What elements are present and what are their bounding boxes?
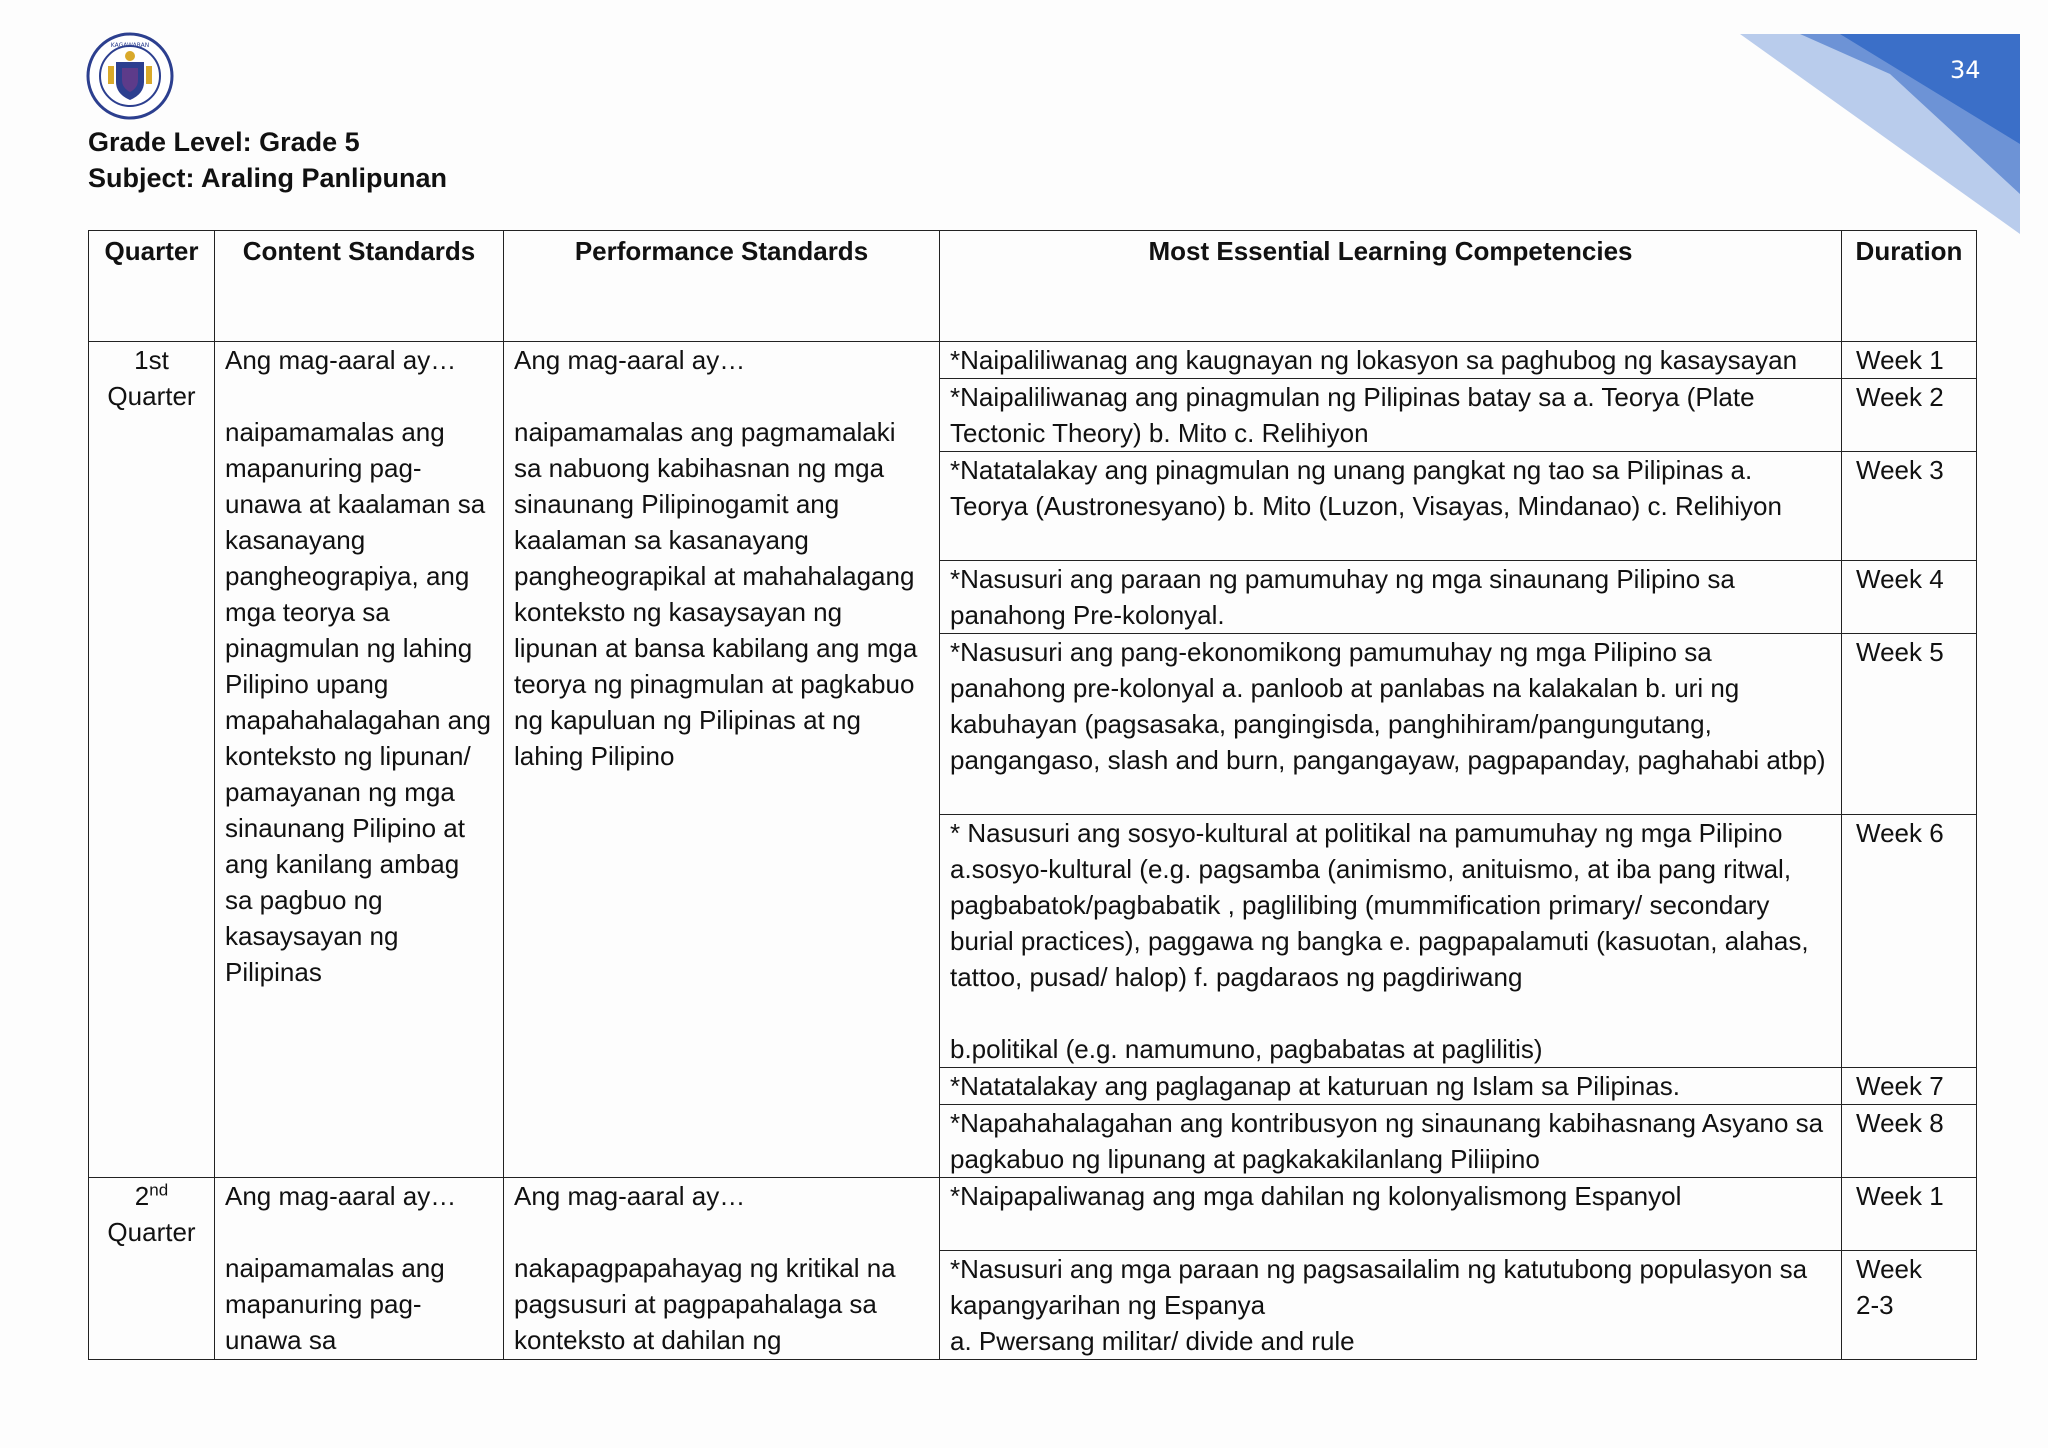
quarter-word: Quarter <box>107 381 196 411</box>
header-competencies: Most Essential Learning Competencies <box>940 231 1842 342</box>
quarter-cell <box>89 1178 215 1360</box>
competency-cell: *Nasusuri ang pang-ekonomikong pamumuhay ng mga Pilipino sa panahong pre-kolonyal a. panloob at panlabas na kalakalan b. uri ng kabuhayan (pagsasaka, pangingisda, panghihiram/pangungutang, pangangaso, slash and burn, pangangayaw, pagpapanday, paghahabi atbp) <box>940 634 1842 815</box>
header-duration: Duration <box>1842 231 1977 342</box>
performance-standard-cell: Ang mag-aaral ay… naipamamalas ang pagmamalaki sa nabuong kabihasnan ng mga sinaunang Pilipinogamit ang kaalaman sa kasanayang pangheograpikal at mahahalagang konteksto ng kasaysayan ng lipunan at bansa kabilang ang mga teorya ng pinagmulan at pagkabuo ng kapuluan ng Pilipinas at ng lahing Pilipino <box>504 342 940 1178</box>
quarter-ordinal-suffix: nd <box>149 1180 169 1200</box>
quarter-cell <box>89 342 215 1178</box>
duration-cell: Week 3 <box>1842 452 1977 561</box>
quarter-ordinal: 1st <box>134 345 169 375</box>
competency-cell: * Nasusuri ang sosyo-kultural at politikal na pamumuhay ng mga Pilipino a.sosyo-kultural (e.g. pagsamba (animismo, anituismo, at iba pang ritwal, pagbabatok/pagbabatik , paglilibing (mummification primary/ secondary burial practices), paggawa ng bangka e. pagpapalamuti (kasuotan, alahas, tattoo, pusad/ halop) f. pagdaraos ng pagdiriwang b.politikal (e.g. namumuno, pagbabatas at paglilitis) <box>940 815 1842 1068</box>
document-header <box>88 124 447 196</box>
content-standard-cell: Ang mag-aaral ay… naipamamalas ang mapanuring pag-unawa sa <box>215 1178 504 1360</box>
table-row <box>89 1178 1977 1251</box>
subject: Subject: Araling Panlipunan <box>88 163 448 193</box>
duration-cell: Week 2 <box>1842 379 1977 452</box>
duration-cell: Week 6 <box>1842 815 1977 1068</box>
header-quarter: Quarter <box>89 231 215 342</box>
duration-cell: Week 8 <box>1842 1105 1977 1178</box>
quarter-word: Quarter <box>107 1217 196 1247</box>
duration-cell: Week 4 <box>1842 561 1977 634</box>
header-performance-standards: Performance Standards <box>504 231 940 342</box>
melc-table <box>88 230 1977 1360</box>
header-content-standards: Content Standards <box>215 231 504 342</box>
competency-cell: *Nasusuri ang paraan ng pamumuhay ng mga sinaunang Pilipino sa panahong Pre-kolonyal. <box>940 561 1842 634</box>
performance-standard-cell: Ang mag-aaral ay… nakapagpapahayag ng kritikal na pagsusuri at pagpapahalaga sa konteksto at dahilan ng <box>504 1178 940 1360</box>
deped-seal-logo <box>86 32 174 120</box>
grade-level: Grade Level: Grade 5 <box>88 127 360 157</box>
duration-cell: Week 2-3 <box>1842 1251 1977 1360</box>
duration-cell: Week 1 <box>1842 342 1977 379</box>
competency-cell: *Naipaliliwanag ang kaugnayan ng lokasyon sa paghubog ng kasaysayan <box>940 342 1842 379</box>
duration-cell: Week 1 <box>1842 1178 1977 1251</box>
competency-cell: *Natatalakay ang paglaganap at katuruan ng Islam sa Pilipinas. <box>940 1068 1842 1105</box>
duration-cell: Week 5 <box>1842 634 1977 815</box>
table-row <box>89 342 1977 379</box>
page-number: 34 <box>1950 56 1981 84</box>
competency-cell: *Nasusuri ang mga paraan ng pagsasailalim ng katutubong populasyon sa kapangyarihan ng Espanya a. Pwersang militar/ divide and rule <box>940 1251 1842 1360</box>
svg-text:KAGAWARAN: KAGAWARAN <box>110 42 150 49</box>
duration-cell: Week 7 <box>1842 1068 1977 1105</box>
competency-cell: *Natatalakay ang pinagmulan ng unang pangkat ng tao sa Pilipinas a. Teorya (Austronesyano) b. Mito (Luzon, Visayas, Mindanao) c. Relihiyon <box>940 452 1842 561</box>
quarter-ordinal: 2 <box>134 1181 150 1211</box>
competency-cell: *Napahahalagahan ang kontribusyon ng sinaunang kabihasnang Asyano sa pagkabuo ng lipunang at pagkakakilanlang Piliipino <box>940 1105 1842 1178</box>
competency-cell: *Naipaliliwanag ang pinagmulan ng Pilipinas batay sa a. Teorya (Plate Tectonic Theory) b. Mito c. Relihiyon <box>940 379 1842 452</box>
competency-cell: *Naipapaliwanag ang mga dahilan ng kolonyalismong Espanyol <box>940 1178 1842 1251</box>
content-standard-cell: Ang mag-aaral ay… naipamamalas ang mapanuring pag-unawa at kaalaman sa kasanayang pangheograpiya, ang mga teorya sa pinagmulan ng lahing Pilipino upang mapahahalagahan ang konteksto ng lipunan/ pamayanan ng mga sinaunang Pilipino at ang kanilang ambag sa pagbuo ng kasaysayan ng Pilipinas <box>215 342 504 1178</box>
table-header-row <box>89 231 1977 342</box>
